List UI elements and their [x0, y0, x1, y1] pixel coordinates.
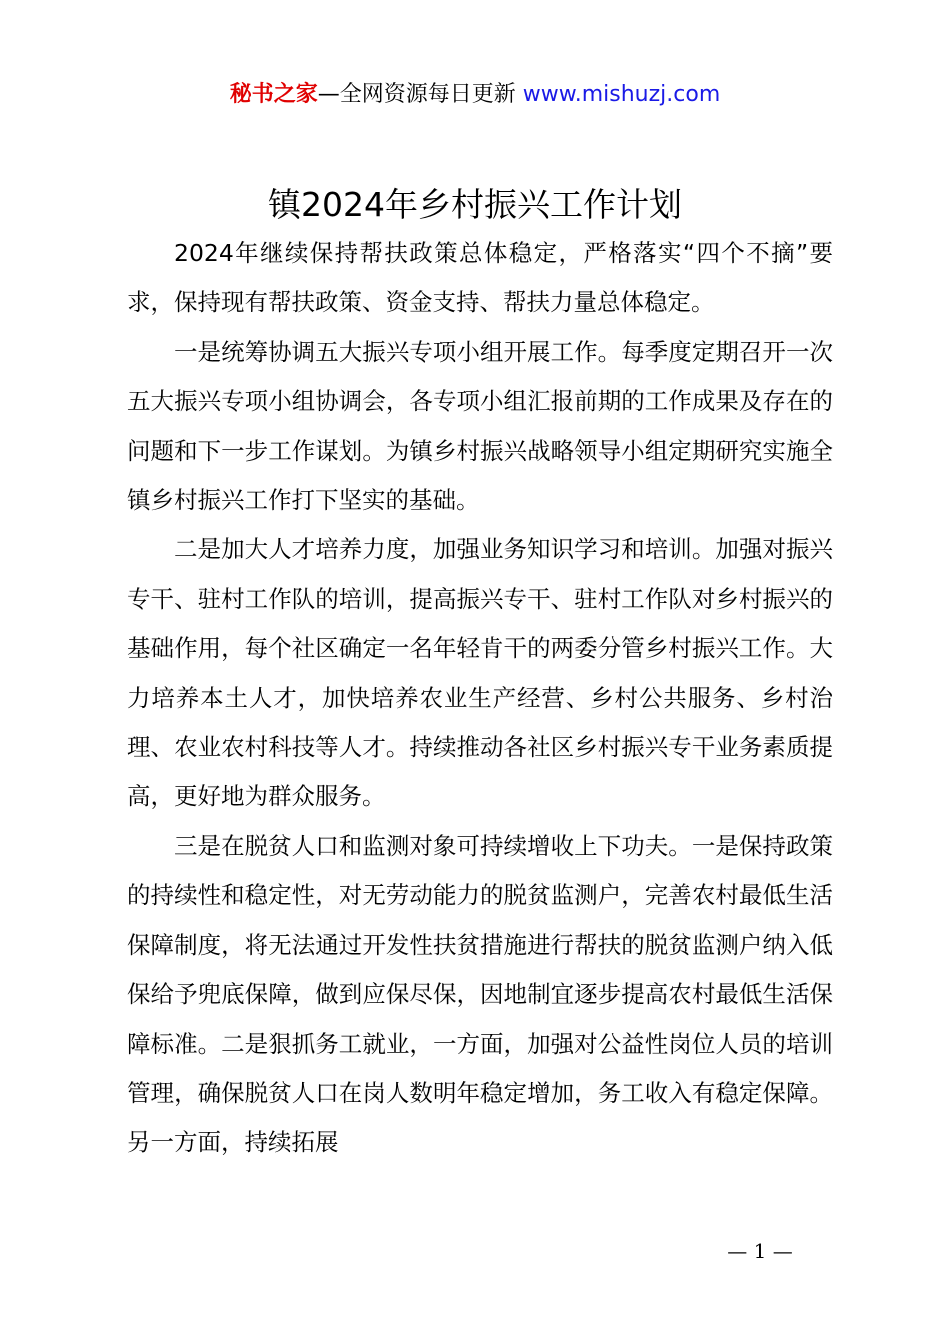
paragraph-item-1: 一是统筹协调五大振兴专项小组开展工作。每季度定期召开一次五大振兴专项小组协调会，各专项小组汇报前期的工作成果及存在的问题和下一步工作谋划。为镇乡村振兴战略领导小组定期研究实施全镇乡村振兴工作打下坚实的基础。 — [127, 337, 833, 515]
paragraph-intro: 2024年继续保持帮扶政策总体稳定，严格落实“四个不摘”要求，保持现有帮扶政策、资金支持、帮扶力量总体稳定。 — [127, 239, 833, 317]
page-number: — 1 — — [727, 1239, 793, 1263]
site-banner — [0, 78, 950, 112]
document-body — [127, 229, 833, 1168]
paragraph-item-2: 二是加大人才培养力度，加强业务知识学习和培训。加强对振兴专干、驻村工作队的培训，提高振兴专干、驻村工作队对乡村振兴的基础作用，每个社区确定一名年轻肯干的两委分管乡村振兴工作。大力培养本土人才，加快培养农业生产经营、乡村公共服务、乡村治理、农业农村科技等人才。持续推动各社区乡村振兴专干业务素质提高，更好地为群众服务。 — [127, 535, 833, 811]
site-url-link[interactable]: www.mishuzj.com — [522, 82, 721, 107]
site-brand: 秘书之家 — [229, 82, 318, 107]
site-tagline: —全网资源每日更新 — [317, 82, 516, 107]
document-title: 镇2024年乡村振兴工作计划 — [268, 185, 682, 224]
paragraph-item-3: 三是在脱贫人口和监测对象可持续增收上下功夫。一是保持政策的持续性和稳定性，对无劳动能力的脱贫监测户，完善农村最低生活保障制度，将无法通过开发性扶贫措施进行帮扶的脱贫监测户纳入低保给予兜底保障，做到应保尽保，因地制宜逐步提高农村最低生活保障标准。二是狠抓务工就业，一方面，加强对公益性岗位人员的培训管理，确保脱贫人口在岗人数明年稳定增加，务工收入有稳定保障。另一方面，持续拓展 — [127, 831, 833, 1157]
